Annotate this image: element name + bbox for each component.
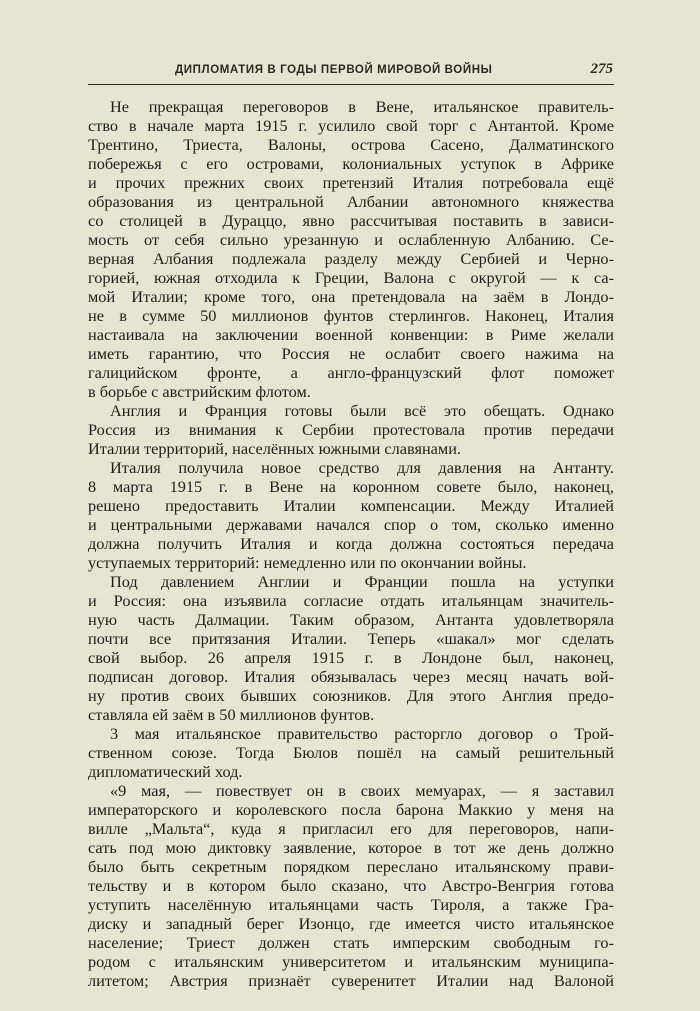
text-line: родом с итальянским университетом и итальянским муниципа-	[88, 952, 614, 971]
paragraph	[88, 781, 614, 990]
text-line: ственном союзе. Тогда Бюлов пошёл на самый решительный	[88, 743, 614, 762]
text-line: образования из центральной Албании автономного княжества	[88, 192, 614, 211]
text-line: и центральными державами начался спор о том, сколько именно	[88, 515, 614, 534]
text-line: Италия получила новое средство для давления на Антанту.	[110, 458, 614, 477]
paragraph	[88, 724, 614, 781]
text-line: ставляла ей заём в 50 миллионов фунтов.	[88, 705, 375, 724]
text-line: ну против своих бывших союзников. Для этого Англия предо-	[88, 686, 614, 705]
page-header	[175, 62, 613, 82]
text-line: диску и западный берег Изонцо, где имеется чисто итальянское	[88, 914, 614, 933]
text-line: «9 мая, — повествует он в своих мемуарах, — я заставил	[110, 781, 614, 800]
text-line: тельству и в котором было сказано, что Австро-Венгрия готова	[88, 876, 614, 895]
text-line: со столицей в Дураццо, явно рассчитывая поставить в зависи-	[88, 211, 614, 230]
text-line: Не прекращая переговоров в Вене, итальянское правитель-	[110, 97, 614, 116]
text-line: мой Италии; кроме того, она претендовала на заём в Лондо-	[88, 287, 614, 306]
text-line: верная Албания подлежала разделу между Сербией и Черно-	[88, 249, 614, 268]
text-line: ную часть Далмации. Таким образом, Антанта удовлетворяла	[88, 610, 614, 629]
text-line: ство в начале марта 1915 г. усилило свой торг с Антантой. Кроме	[88, 116, 614, 135]
text-line: и Россия: она изъявила согласие отдать итальянцам значитель-	[88, 591, 614, 610]
text-line: уступить населённую итальянцами часть Тироля, а также Гра-	[88, 895, 614, 914]
text-line: настаивала на заключении военной конвенции: в Риме желали	[88, 325, 614, 344]
text-line: не в сумме 50 миллионов фунтов стерлингов. Наконец, Италия	[88, 306, 614, 325]
text-line: императорского и королевского посла барона Маккио у меня на	[88, 800, 614, 819]
text-line: подписан договор. Италия обязывалась через месяц начать вой-	[88, 667, 614, 686]
paragraph	[88, 97, 614, 401]
text-line: 3 мая итальянское правительство расторгло договор о Трой-	[110, 724, 614, 743]
text-line: мость от себя сильно урезанную и ослабленную Албанию. Се-	[88, 230, 614, 249]
text-line: дипломатический ход.	[88, 762, 243, 781]
text-line: свой выбор. 26 апреля 1915 г. в Лондоне был, наконец,	[88, 648, 614, 667]
text-line: Англия и Франция готовы были всё это обещать. Однако	[110, 401, 614, 420]
paragraph	[88, 572, 614, 724]
text-line: население; Триест должен стать имперским свободным го-	[88, 933, 614, 952]
text-line: иметь гарантию, что Россия не ослабит своего нажима на	[88, 344, 614, 363]
text-line: Италии территорий, населённых южными славянами.	[88, 439, 461, 458]
text-line: вилле „Мальта“, куда я пригласил его для переговоров, напи-	[88, 819, 614, 838]
running-title: ДИПЛОМАТИЯ В ГОДЫ ПЕРВОЙ МИРОВОЙ ВОЙНЫ	[175, 64, 493, 76]
paragraph	[88, 401, 614, 458]
body-text	[88, 97, 614, 990]
text-line: сать под мою диктовку заявление, которое в тот же день должно	[88, 838, 614, 857]
text-line: почти все притязания Италии. Теперь «шакал» мог сделать	[88, 629, 614, 648]
header-rule	[88, 84, 614, 85]
text-line: решено предоставить Италии компенсации. Между Италией	[88, 496, 614, 515]
text-line: Трентино, Триеста, Валоны, острова Сасено, Далматинского	[88, 135, 614, 154]
text-line: Россия из внимания к Сербии протестовала против передачи	[88, 420, 614, 439]
text-line: в борьбе с австрийским флотом.	[88, 382, 311, 401]
paragraph	[88, 458, 614, 572]
text-line: и прочих прежних своих претензий Италия потребовала ещё	[88, 173, 614, 192]
text-line: галицийском фронте, а англо-французский флот поможет	[88, 363, 614, 382]
text-line: побережья с его островами, колониальных уступок в Африке	[88, 154, 614, 173]
page-number: 275	[590, 61, 613, 77]
text-line: Под давлением Англии и Франции пошла на уступки	[110, 572, 614, 591]
text-line: 8 марта 1915 г. в Вене на коронном совете было, наконец,	[88, 477, 614, 496]
text-line: горией, южная отходила к Греции, Валона с округой — к са-	[88, 268, 614, 287]
text-line: было быть секретным порядком переслано итальянскому прави-	[88, 857, 614, 876]
text-line: уступаемых территорий: немедленно или по окончании войны.	[88, 553, 527, 572]
text-line: должна получить Италия и когда должна состояться передача	[88, 534, 614, 553]
text-line: литетом; Австрия признаёт суверенитет Италии над Валоной	[88, 971, 614, 990]
